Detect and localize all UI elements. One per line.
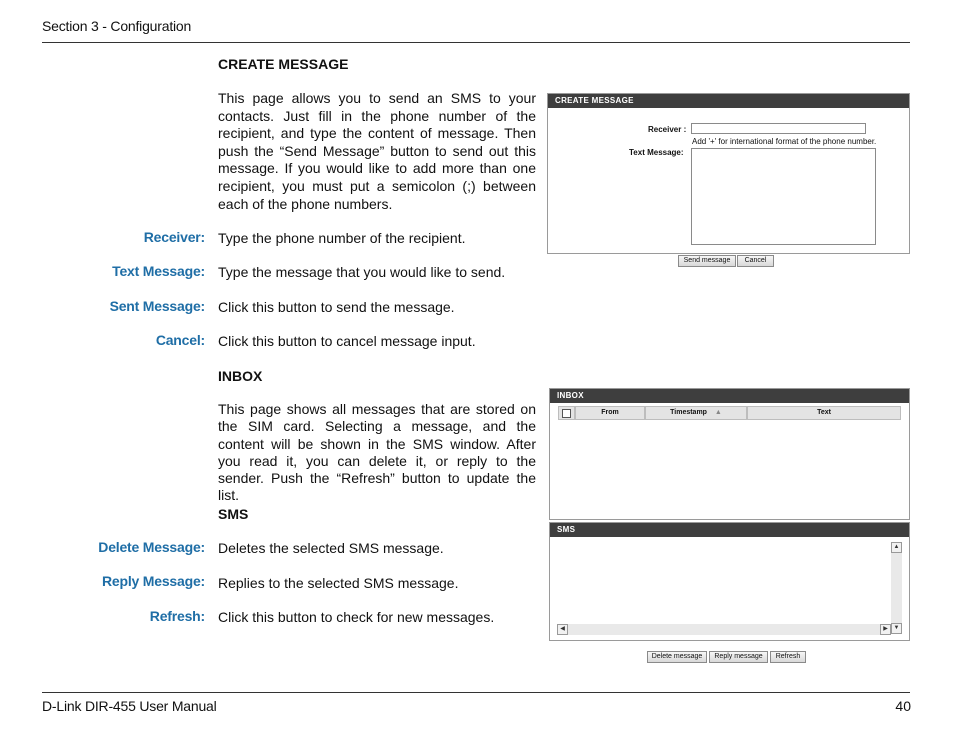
- footer-rule: [42, 692, 910, 693]
- receiver-input[interactable]: [691, 123, 866, 134]
- footer-manual-title: D-Link DIR-455 User Manual: [42, 698, 217, 714]
- inbox-heading: INBOX: [218, 368, 263, 384]
- inbox-column-text[interactable]: Text: [747, 406, 901, 420]
- scroll-right-icon[interactable]: ▶: [880, 624, 891, 635]
- desc-reply-message: Replies to the selected SMS message.: [218, 575, 459, 591]
- header-rule: [42, 42, 910, 43]
- inbox-column-timestamp[interactable]: [645, 406, 747, 420]
- receiver-label: Receiver :: [648, 125, 687, 134]
- create-message-intro: This page allows you to send an SMS to your contacts. Just fill in the phone number of the recipient, and type the content of message. Then push the “Send Message” button to send out this message. If you would like to add more than one recipient, you must put a semicolon (;) between each of the phone numbers.: [218, 90, 536, 212]
- inbox-intro: This page shows all messages that are stored on the SIM card. Selecting a message, and the content will be shown in the SMS window. After you read it, you can delete it, or reply to the sender. Push the “Refresh” button to update the list.: [218, 401, 536, 504]
- delete-message-button[interactable]: Delete message: [647, 651, 707, 663]
- sms-vertical-scrollbar[interactable]: [891, 542, 902, 634]
- term-reply-message: Reply Message:: [101, 573, 205, 589]
- term-refresh: Refresh:: [149, 608, 205, 624]
- send-message-button[interactable]: Send message: [678, 255, 736, 267]
- desc-receiver: Type the phone number of the recipient.: [218, 230, 466, 246]
- term-receiver: Receiver:: [143, 229, 205, 245]
- reply-message-button[interactable]: Reply message: [709, 651, 768, 663]
- sms-panel: [549, 522, 910, 641]
- desc-cancel: Click this button to cancel message input.: [218, 333, 476, 349]
- inbox-select-all-header: [558, 406, 575, 420]
- sms-panel-title: SMS: [550, 523, 909, 537]
- sms-heading: SMS: [218, 506, 249, 522]
- inbox-panel: [549, 388, 910, 520]
- desc-refresh: Click this button to check for new messages.: [218, 609, 495, 625]
- sms-horizontal-scrollbar[interactable]: [557, 624, 891, 635]
- desc-sent-message: Click this button to send the message.: [218, 299, 455, 315]
- term-cancel: Cancel:: [155, 332, 205, 348]
- page-number: 40: [895, 698, 911, 714]
- term-delete-message: Delete Message:: [98, 539, 205, 555]
- cancel-button[interactable]: Cancel: [737, 255, 774, 267]
- create-message-panel: [547, 93, 910, 254]
- term-text-message: Text Message:: [112, 263, 205, 279]
- sort-ascending-icon: ▲: [714, 409, 722, 416]
- section-header: Section 3 - Configuration: [42, 18, 192, 34]
- refresh-button[interactable]: Refresh: [770, 651, 806, 663]
- scroll-left-icon[interactable]: ◀: [557, 624, 568, 635]
- scroll-up-icon[interactable]: ▲: [891, 542, 902, 553]
- desc-text-message: Type the message that you would like to send.: [218, 264, 506, 280]
- desc-delete-message: Deletes the selected SMS message.: [218, 540, 444, 556]
- select-all-checkbox[interactable]: [562, 409, 571, 418]
- timestamp-header-label: Timestamp: [670, 409, 707, 416]
- text-message-textarea[interactable]: [691, 148, 876, 245]
- text-message-label: Text Message:: [629, 148, 684, 157]
- term-sent-message: Sent Message:: [109, 298, 205, 314]
- create-message-heading: CREATE MESSAGE: [218, 56, 349, 72]
- inbox-column-from[interactable]: From: [575, 406, 645, 420]
- inbox-panel-title: INBOX: [550, 389, 909, 403]
- receiver-hint: Add '+' for international format of the phone number.: [692, 137, 877, 146]
- scroll-down-icon[interactable]: ▼: [891, 623, 902, 634]
- create-message-panel-title: CREATE MESSAGE: [548, 94, 909, 108]
